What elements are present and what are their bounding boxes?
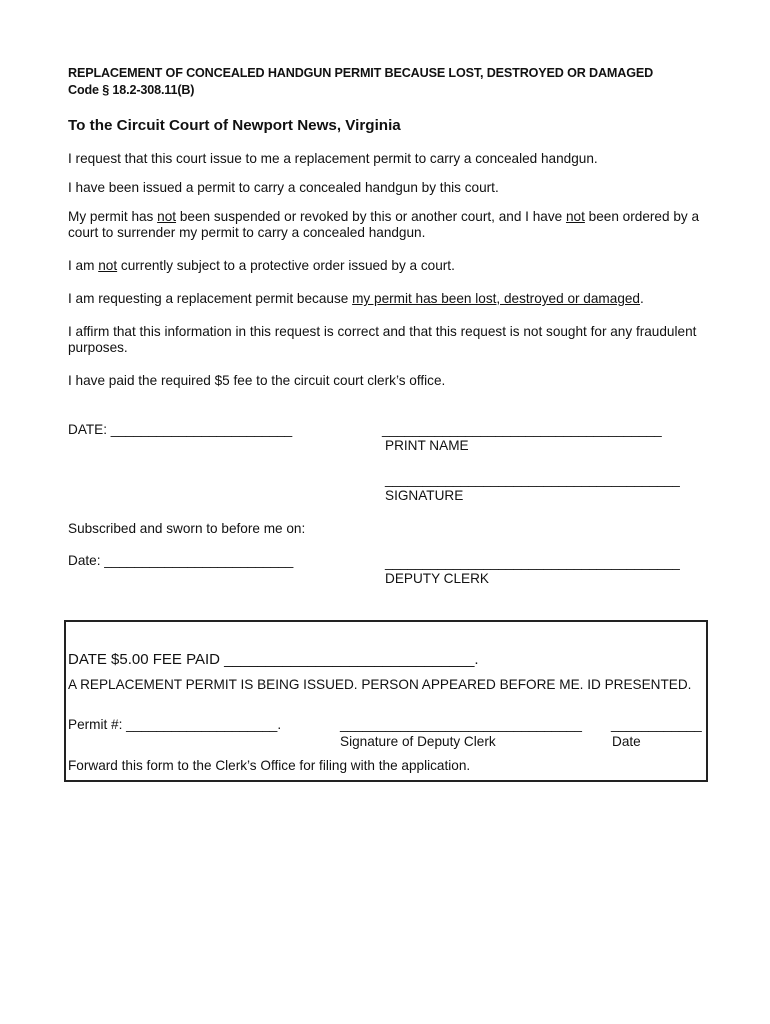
date-field[interactable]: DATE: ________________________ — [68, 422, 293, 437]
code-reference: Code § 18.2-308.11(B) — [68, 83, 195, 97]
statement-not-suspended — [68, 209, 718, 241]
statement-text: been ordered by a court to surrender my permit to carry a concealed handgun. — [68, 209, 700, 240]
print-name-field[interactable]: _____________________________________ — [382, 422, 662, 437]
statement-text: . — [640, 291, 644, 306]
statement-request: I request that this court issue to me a replacement permit to carry a concealed handgun. — [68, 151, 598, 166]
print-name-label: PRINT NAME — [385, 438, 469, 453]
statement-protective-order — [68, 258, 455, 274]
fee-paid-field[interactable]: DATE $5.00 FEE PAID ______________________________. — [68, 651, 479, 668]
statement-issued: I have been issued a permit to carry a concealed handgun by this court. — [68, 180, 499, 195]
signature-label: SIGNATURE — [385, 488, 464, 503]
sworn-date-field[interactable]: Date: _________________________ — [68, 553, 294, 568]
office-date-label: Date — [612, 734, 641, 749]
deputy-clerk-label: DEPUTY CLERK — [385, 571, 489, 586]
statement-reason — [68, 291, 644, 307]
emphasis-not: not — [565, 209, 585, 224]
statement-text: My permit has — [68, 209, 158, 224]
deputy-clerk-field[interactable]: _______________________________________ — [385, 555, 680, 570]
statement-text: currently subject to a protective order issued by a court. — [117, 258, 455, 273]
emphasis-not: not — [157, 209, 177, 224]
forward-instruction: Forward this form to the Clerk’s Office for filing with the application. — [68, 758, 471, 773]
statement-fee: I have paid the required $5 fee to the circuit court clerk’s office. — [68, 373, 446, 388]
court-heading: To the Circuit Court of Newport News, Virginia — [68, 117, 401, 134]
deputy-signature-field[interactable]: ________________________________ — [340, 717, 582, 732]
statement-text: I am — [68, 258, 99, 273]
deputy-signature-label: Signature of Deputy Clerk — [340, 734, 496, 749]
permit-number-field[interactable]: Permit #: ____________________. — [68, 717, 282, 732]
reason-underlined: my permit has been lost, destroyed or damaged — [352, 291, 640, 306]
emphasis-not: not — [98, 258, 118, 273]
statement-affirm: I affirm that this information in this request is correct and that this request is not sought for any fraudulent purposes. — [68, 324, 697, 355]
signature-field[interactable]: _______________________________________ — [385, 472, 680, 487]
office-date-field[interactable]: ____________ — [611, 717, 702, 732]
statement-text: I am requesting a replacement permit because — [68, 291, 353, 306]
statement-text: been suspended or revoked by this or another court, and I have — [176, 209, 566, 224]
form-title: REPLACEMENT OF CONCEALED HANDGUN PERMIT BECAUSE LOST, DESTROYED OR DAMAGED — [68, 66, 654, 80]
issued-statement: A REPLACEMENT PERMIT IS BEING ISSUED. PERSON APPEARED BEFORE ME. ID PRESENTED. — [68, 677, 692, 692]
sworn-text: Subscribed and sworn to before me on: — [68, 521, 306, 536]
